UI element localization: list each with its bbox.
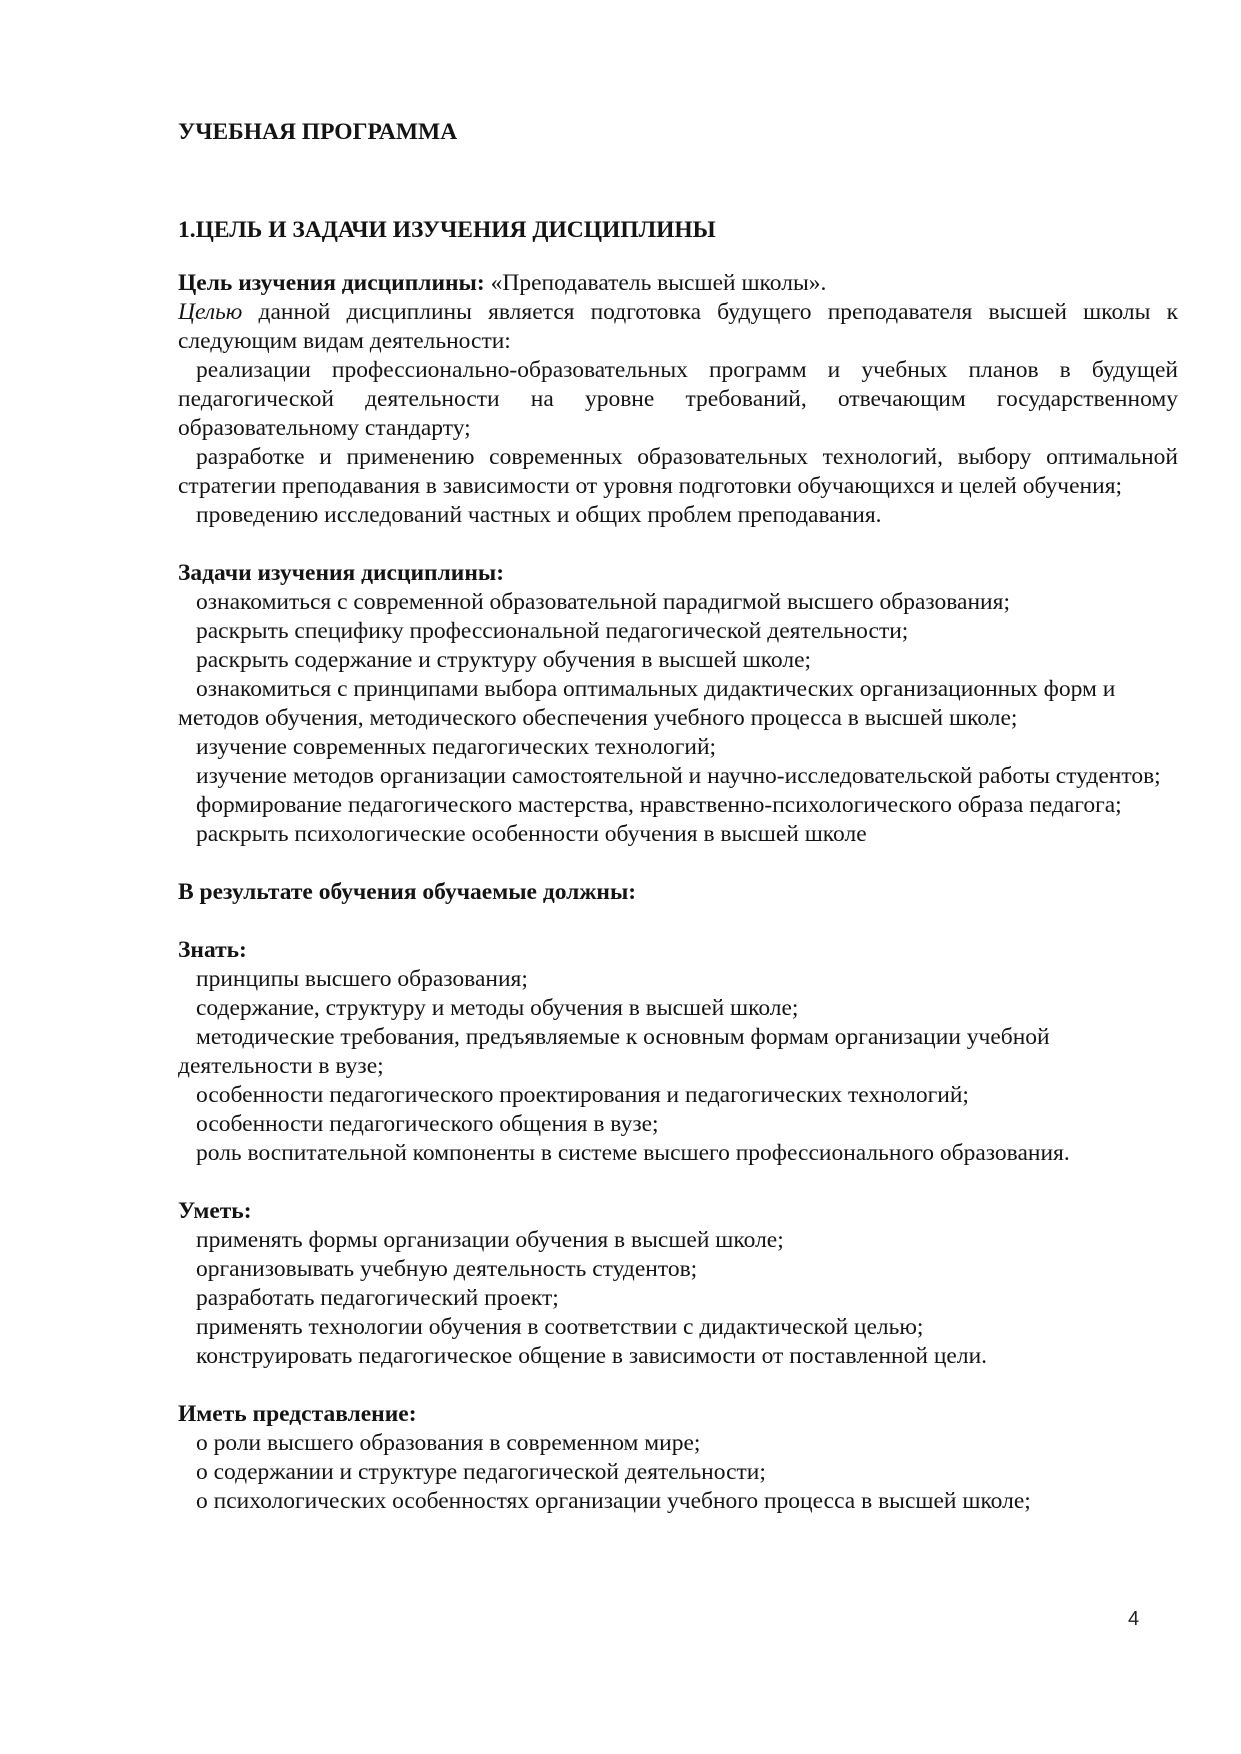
document-title: УЧЕБНАЯ ПРОГРАММА [178, 119, 458, 145]
goal-item: реализации профессионально-образовательных программ и учебных планов в будущей педагогической деятельности на уровне требований, отвечающим государственному образовательному стандарту; [178, 357, 1178, 441]
able-heading: Уметь: [178, 1198, 252, 1224]
know-item: роль воспитательной компоненты в системе высшего профессионального образования. [196, 1140, 1070, 1166]
idea-item: о содержании и структуре педагогической деятельности; [196, 1459, 766, 1485]
task-item: ознакомиться с современной образовательной парадигмой высшего образования; [196, 589, 1010, 615]
able-item: организовывать учебную деятельность студентов; [196, 1256, 698, 1282]
task-item: раскрыть специфику профессиональной педагогической деятельности; [196, 618, 909, 644]
task-item: раскрыть психологические особенности обучения в высшей школе [196, 821, 867, 847]
able-item: разработать педагогический проект; [196, 1285, 559, 1311]
spacer [178, 849, 1178, 878]
able-item: применять формы организации обучения в высшей школе; [196, 1227, 784, 1253]
know-item: особенности педагогического проектирования и педагогических технологий; [196, 1082, 969, 1108]
goal-item: разработке и применению современных образовательных технологий, выбору оптимальной стратегии преподавания в зависимости от уровня подготовки обучающихся и целей обучения; [178, 444, 1178, 499]
task-item: изучение современных педагогических технологий; [196, 734, 717, 760]
goal-lead [178, 298, 1178, 356]
idea-item: о психологических особенностях организации учебного процесса в высшей школе; [196, 1488, 1031, 1514]
spacer [178, 907, 1178, 936]
document-body [178, 269, 1178, 1516]
goal-value: «Преподаватель высшей школы». [484, 270, 827, 296]
task-item: раскрыть содержание и структуру обучения в высшей школе; [196, 647, 812, 673]
task-item: ознакомиться с принципами выбора оптимальных дидактических организационных форм и методов обучения, методического обеспечения учебного процесса в высшей школе; [178, 676, 1116, 731]
goal-lead-italic: Целью [178, 299, 243, 325]
task-item: формирование педагогического мастерства, нравственно-психологического образа педагога; [196, 792, 1122, 818]
know-item: содержание, структуру и методы обучения в высшей школе; [196, 995, 799, 1021]
page-number: 4 [1128, 1608, 1140, 1630]
spacer [178, 530, 1178, 559]
know-heading: Знать: [178, 937, 247, 963]
know-item: методические требования, предъявляемые к основным формам организации учебной деятельности в вузе; [178, 1024, 1050, 1079]
spacer [178, 1168, 1178, 1197]
goal-line [178, 269, 1178, 298]
task-item: изучение методов организации самостоятельной и научно-исследовательской работы студентов; [196, 763, 1161, 789]
spacer [178, 1371, 1178, 1400]
able-item: применять технологии обучения в соответствии с дидактической целью; [196, 1314, 924, 1340]
able-item: конструировать педагогическое общение в зависимости от поставленной цели. [196, 1343, 988, 1369]
tasks-heading: Задачи изучения дисциплины: [178, 560, 505, 586]
section-title: 1.ЦЕЛЬ И ЗАДАЧИ ИЗУЧЕНИЯ ДИСЦИПЛИНЫ [178, 217, 716, 243]
know-item: принципы высшего образования; [196, 966, 528, 992]
goal-item: проведению исследований частных и общих проблем преподавания. [196, 502, 882, 528]
idea-heading: Иметь представление: [178, 1401, 417, 1427]
know-item: особенности педагогического общения в вузе; [196, 1111, 659, 1137]
goal-label: Цель изучения дисциплины: [178, 270, 485, 296]
idea-item: о роли высшего образования в современном мире; [196, 1430, 701, 1456]
results-heading: В результате обучения обучаемые должны: [178, 879, 637, 905]
goal-lead-rest: данной дисциплины является подготовка будущего преподавателя высшей школы к следующим видам деятельности: [178, 299, 1178, 354]
